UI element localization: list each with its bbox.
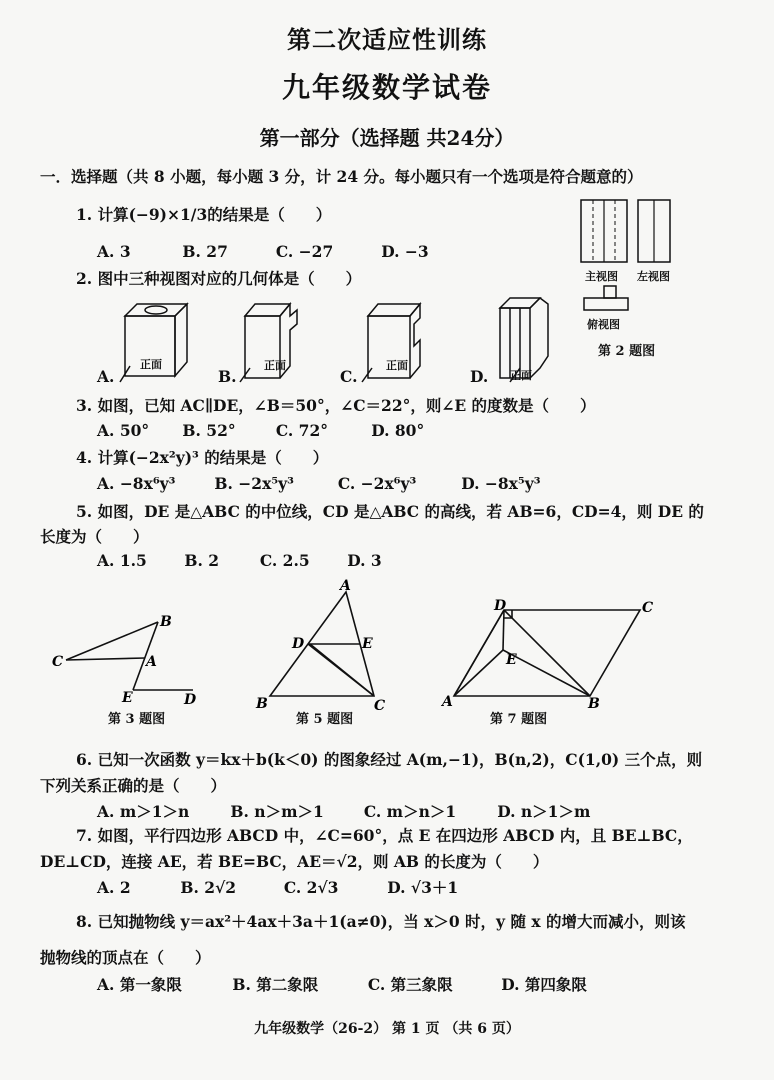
fig7-label-e: E — [506, 652, 517, 668]
q1-option-c[interactable]: C. −27 — [275, 242, 334, 261]
q8-option-a[interactable]: A. 第一象限 — [97, 975, 182, 994]
top-view-label: 俯视图 — [587, 318, 620, 331]
fig3-label-d: D — [184, 692, 197, 708]
fig3-label-b: B — [160, 614, 172, 630]
question-4-options — [97, 474, 541, 493]
question-1: 1. 计算(−9)×1/3的结果是（ ） — [76, 205, 332, 224]
q1-option-b[interactable]: B. 27 — [182, 242, 228, 261]
q1-option-d[interactable]: D. −3 — [381, 242, 429, 261]
fig3-caption: 第 3 题图 — [108, 712, 166, 727]
question-8: 8. 已知抛物线 y＝ax²＋4ax＋3a＋1(a≠0)，当 x＞0 时，y 随 x 的增大而减小，则该 — [76, 912, 686, 931]
question-6-cont: 下列关系正确的是（ ） — [40, 776, 227, 795]
question-3-options — [97, 421, 424, 440]
fig3-label-a: A — [146, 654, 157, 670]
q1-option-a[interactable]: A. 3 — [97, 242, 131, 261]
q2-option-a[interactable]: A. — [97, 367, 115, 386]
question-8-cont: 抛物线的顶点在（ ） — [40, 948, 211, 967]
fig5-label-b: B — [256, 696, 268, 712]
question-7-cont: DE⊥CD，连接 AE，若 BE=BC，AE＝√2，则 AB 的长度为（ ） — [40, 852, 549, 871]
question-7-options — [97, 876, 458, 898]
fig7-label-b: B — [588, 696, 600, 708]
q2-front-label-d: 正面 — [510, 369, 532, 382]
main-view-label: 主视图 — [585, 270, 618, 283]
q2-option-b[interactable]: B. — [218, 367, 237, 386]
part-title: 第一部分（选择题 共24分） — [259, 126, 515, 150]
q3-option-c[interactable]: C. 72° — [275, 421, 328, 440]
q4-option-d[interactable]: D. −8x⁵y³ — [461, 474, 541, 493]
q3-option-d[interactable]: D. 80° — [371, 421, 425, 440]
fig5-label-d: D — [292, 636, 305, 652]
question-8-options — [97, 973, 587, 995]
fig5-label-e: E — [362, 636, 373, 652]
q6-option-c[interactable]: C. m＞n＞1 — [363, 802, 457, 821]
q5-option-c[interactable]: C. 2.5 — [259, 551, 310, 570]
q6-option-b[interactable]: B. n＞m＞1 — [230, 802, 324, 821]
q4-option-a[interactable]: A. −8x⁶y³ — [97, 474, 176, 493]
q6-option-d[interactable]: D. n＞1＞m — [497, 802, 591, 821]
left-view-label: 左视图 — [637, 270, 670, 283]
exam-title: 九年级数学试卷 — [281, 71, 492, 104]
q5-option-d[interactable]: D. 3 — [347, 551, 382, 570]
q8-option-c[interactable]: C. 第三象限 — [367, 975, 453, 994]
q2-front-label-b: 正面 — [264, 359, 286, 372]
question-5-cont: 长度为（ ） — [40, 527, 149, 546]
q7-option-b[interactable]: B. 2√2 — [180, 878, 237, 897]
q3-option-a[interactable]: A. 50° — [97, 421, 150, 440]
question-3: 3. 如图，已知 AC∥DE，∠B＝50°，∠C＝22°，则∠E 的度数是（ ） — [76, 396, 596, 415]
fig2-caption: 第 2 题图 — [598, 344, 656, 359]
q7-option-a[interactable]: A. 2 — [97, 878, 131, 897]
question-5: 5. 如图，DE 是△ABC 的中位线，CD 是△ABC 的高线，若 AB=6，CD=4，则 DE 的 — [76, 502, 704, 521]
fig7-caption: 第 7 题图 — [490, 712, 548, 727]
q3-option-b[interactable]: B. 52° — [182, 421, 236, 440]
figure-3 — [48, 610, 218, 710]
solids-figure — [100, 296, 560, 386]
question-5-options — [97, 551, 382, 570]
q7-option-d[interactable]: D. √3＋1 — [387, 878, 459, 897]
q4-option-b[interactable]: B. −2x⁵y³ — [214, 474, 294, 493]
question-2: 2. 图中三种视图对应的几何体是（ ） — [76, 269, 362, 288]
q7-option-c[interactable]: C. 2√3 — [283, 878, 339, 897]
exam-subtitle: 第二次适应性训练 — [287, 25, 487, 54]
section-title: 一．选择题（共 8 小题，每小题 3 分，计 24 分。每小题只有一个选项是符合题意的） — [40, 167, 643, 186]
fig7-label-a: A — [442, 694, 453, 708]
question-7: 7. 如图，平行四边形 ABCD 中，∠C=60°，点 E 在四边形 ABCD 内，且 BE⊥BC， — [76, 826, 693, 845]
figure-5 — [250, 576, 400, 716]
question-4: 4. 计算(−2x²y)³ 的结果是（ ） — [76, 448, 329, 467]
q2-front-label-c: 正面 — [386, 359, 408, 372]
q5-option-b[interactable]: B. 2 — [184, 551, 220, 570]
fig3-label-c: C — [52, 654, 64, 670]
q6-option-a[interactable]: A. m＞1＞n — [97, 802, 190, 821]
question-6-options — [97, 800, 590, 822]
figure-7 — [440, 596, 670, 708]
fig5-caption: 第 5 题图 — [296, 712, 354, 727]
fig3-label-e: E — [122, 690, 133, 706]
question-6: 6. 已知一次函数 y＝kx＋b(k＜0) 的图象经过 A(m,−1)，B(n,2)，C(1,0) 三个点，则 — [76, 750, 703, 769]
q5-option-a[interactable]: A. 1.5 — [97, 551, 147, 570]
q2-front-label-a: 正面 — [140, 358, 162, 371]
fig7-label-c: C — [642, 600, 654, 616]
fig5-label-a: A — [340, 578, 351, 594]
fig5-label-c: C — [374, 698, 386, 714]
page-footer: 九年级数学（26-2） 第 1 页 （共 6 页） — [254, 1021, 520, 1037]
q4-option-c[interactable]: C. −2x⁶y³ — [337, 474, 417, 493]
fig7-label-d: D — [494, 598, 507, 614]
q8-option-b[interactable]: B. 第二象限 — [232, 975, 319, 994]
question-1-options — [97, 242, 429, 261]
q2-option-c[interactable]: C. — [340, 367, 358, 386]
q2-option-d[interactable]: D. — [470, 367, 489, 386]
q8-option-d[interactable]: D. 第四象限 — [501, 975, 587, 994]
